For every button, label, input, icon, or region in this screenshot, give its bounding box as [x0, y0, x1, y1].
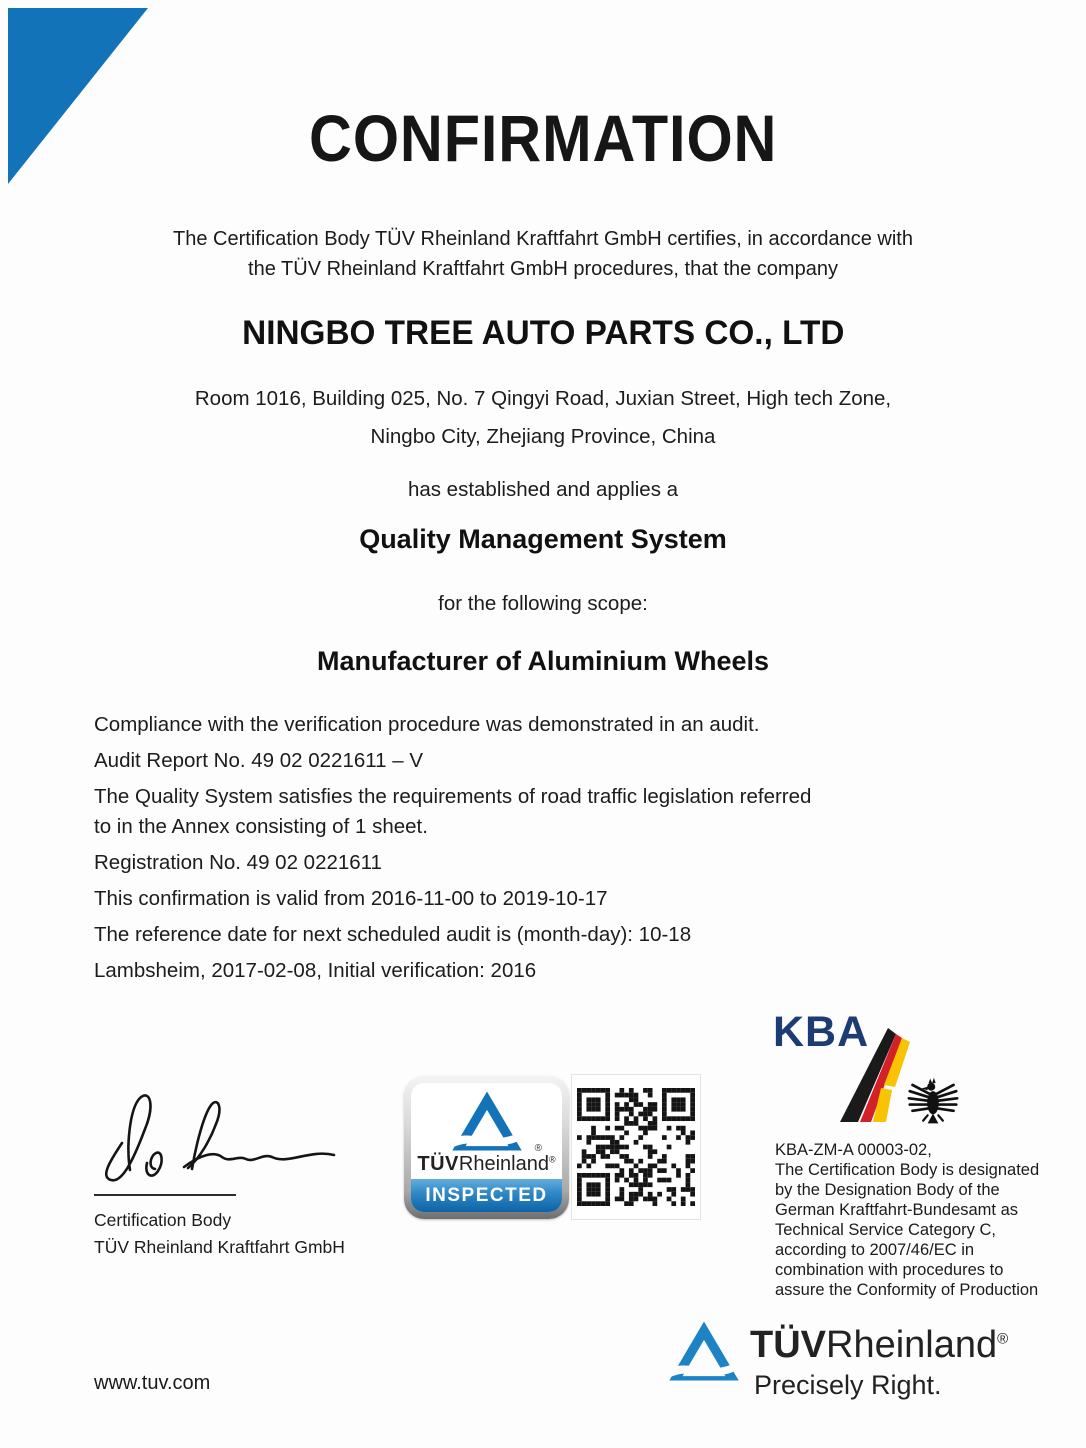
audit-details	[94, 712, 934, 994]
detail-line: Lambsheim, 2017-02-08, Initial verification: 2016	[94, 959, 537, 982]
signatory-role: Certification Body	[94, 1210, 232, 1230]
established-text: has established and applies a	[407, 478, 679, 501]
intro-line-2: the TÜV Rheinland Kraftfahrt GmbH procedures, that the company	[248, 258, 838, 280]
kba-line: by the Designation Body of the	[775, 1181, 1000, 1199]
tuv-triangle-icon	[662, 1320, 746, 1382]
kba-line: German Kraftfahrt-Bundesamt as	[775, 1201, 1019, 1219]
qr-code-box	[571, 1074, 701, 1220]
detail-line: The reference date for next scheduled audit is (month-day): 10-18	[94, 923, 692, 946]
detail-line: The Quality System satisfies the requirements of road traffic legislation referred	[94, 785, 812, 808]
kba-line: Technical Service Category C,	[775, 1221, 997, 1239]
company-address	[0, 380, 1086, 456]
signature-handwriting	[88, 1083, 343, 1183]
kba-line: The Certification Body is designated	[775, 1161, 1040, 1179]
detail-line: This confirmation is valid from 2016-11-00 to 2019-10-17	[94, 887, 608, 910]
kba-line: according to 2007/46/EC in	[775, 1241, 975, 1259]
kba-line: KBA-ZM-A 00003-02,	[775, 1141, 932, 1159]
address-line-1: Room 1016, Building 025, No. 7 Qingyi Road, Juxian Street, High tech Zone,	[194, 387, 892, 410]
detail-line: Registration No. 49 02 0221611	[94, 851, 382, 874]
scope-intro-text: for the following scope:	[438, 592, 648, 615]
intro-paragraph	[0, 224, 1086, 284]
intro-line-1: The Certification Body TÜV Rheinland Kraftfahrt GmbH certifies, in accordance with	[173, 228, 913, 250]
bundesadler-eagle-icon	[906, 1076, 960, 1126]
scope-title: Manufacturer of Aluminium Wheels	[316, 646, 770, 676]
qr-code-icon	[577, 1088, 695, 1206]
badge-wordmark: TÜVRheinland®	[417, 1153, 556, 1175]
detail-line: Audit Report No. 49 02 0221611 – V	[94, 749, 423, 772]
address-line-2: Ningbo City, Zhejiang Province, China	[370, 425, 716, 448]
signature-block	[94, 1207, 345, 1261]
kba-wordmark: KBA	[773, 1008, 870, 1056]
signatory-org: TÜV Rheinland Kraftfahrt GmbH	[94, 1237, 345, 1257]
tuv-triangle-icon	[450, 1090, 524, 1152]
registered-mark-icon: ®	[534, 1143, 542, 1154]
kba-line: assure the Conformity of Production	[775, 1281, 1039, 1299]
tuv-inspected-badge	[404, 1076, 569, 1219]
inspected-label: INSPECTED	[411, 1179, 562, 1212]
footer-tagline: Precisely Right.	[754, 1370, 942, 1400]
tuv-inspected-badge-face	[411, 1083, 562, 1212]
detail-line: to in the Annex consisting of 1 sheet.	[94, 815, 428, 838]
kba-flag-icon	[840, 1028, 916, 1124]
system-title: Quality Management System	[359, 524, 727, 554]
kba-line: combination with procedures to	[775, 1261, 1004, 1279]
website-text: www.tuv.com	[94, 1372, 211, 1394]
footer-wordmark: TÜVRheinland®	[750, 1324, 1009, 1366]
detail-line: Compliance with the verification procedure was demonstrated in an audit.	[94, 713, 760, 736]
signature-rule	[94, 1194, 236, 1196]
page-title: CONFIRMATION	[308, 101, 778, 175]
company-name: NINGBO TREE AUTO PARTS CO., LTD	[241, 314, 845, 352]
kba-designation-text	[775, 1140, 1039, 1300]
